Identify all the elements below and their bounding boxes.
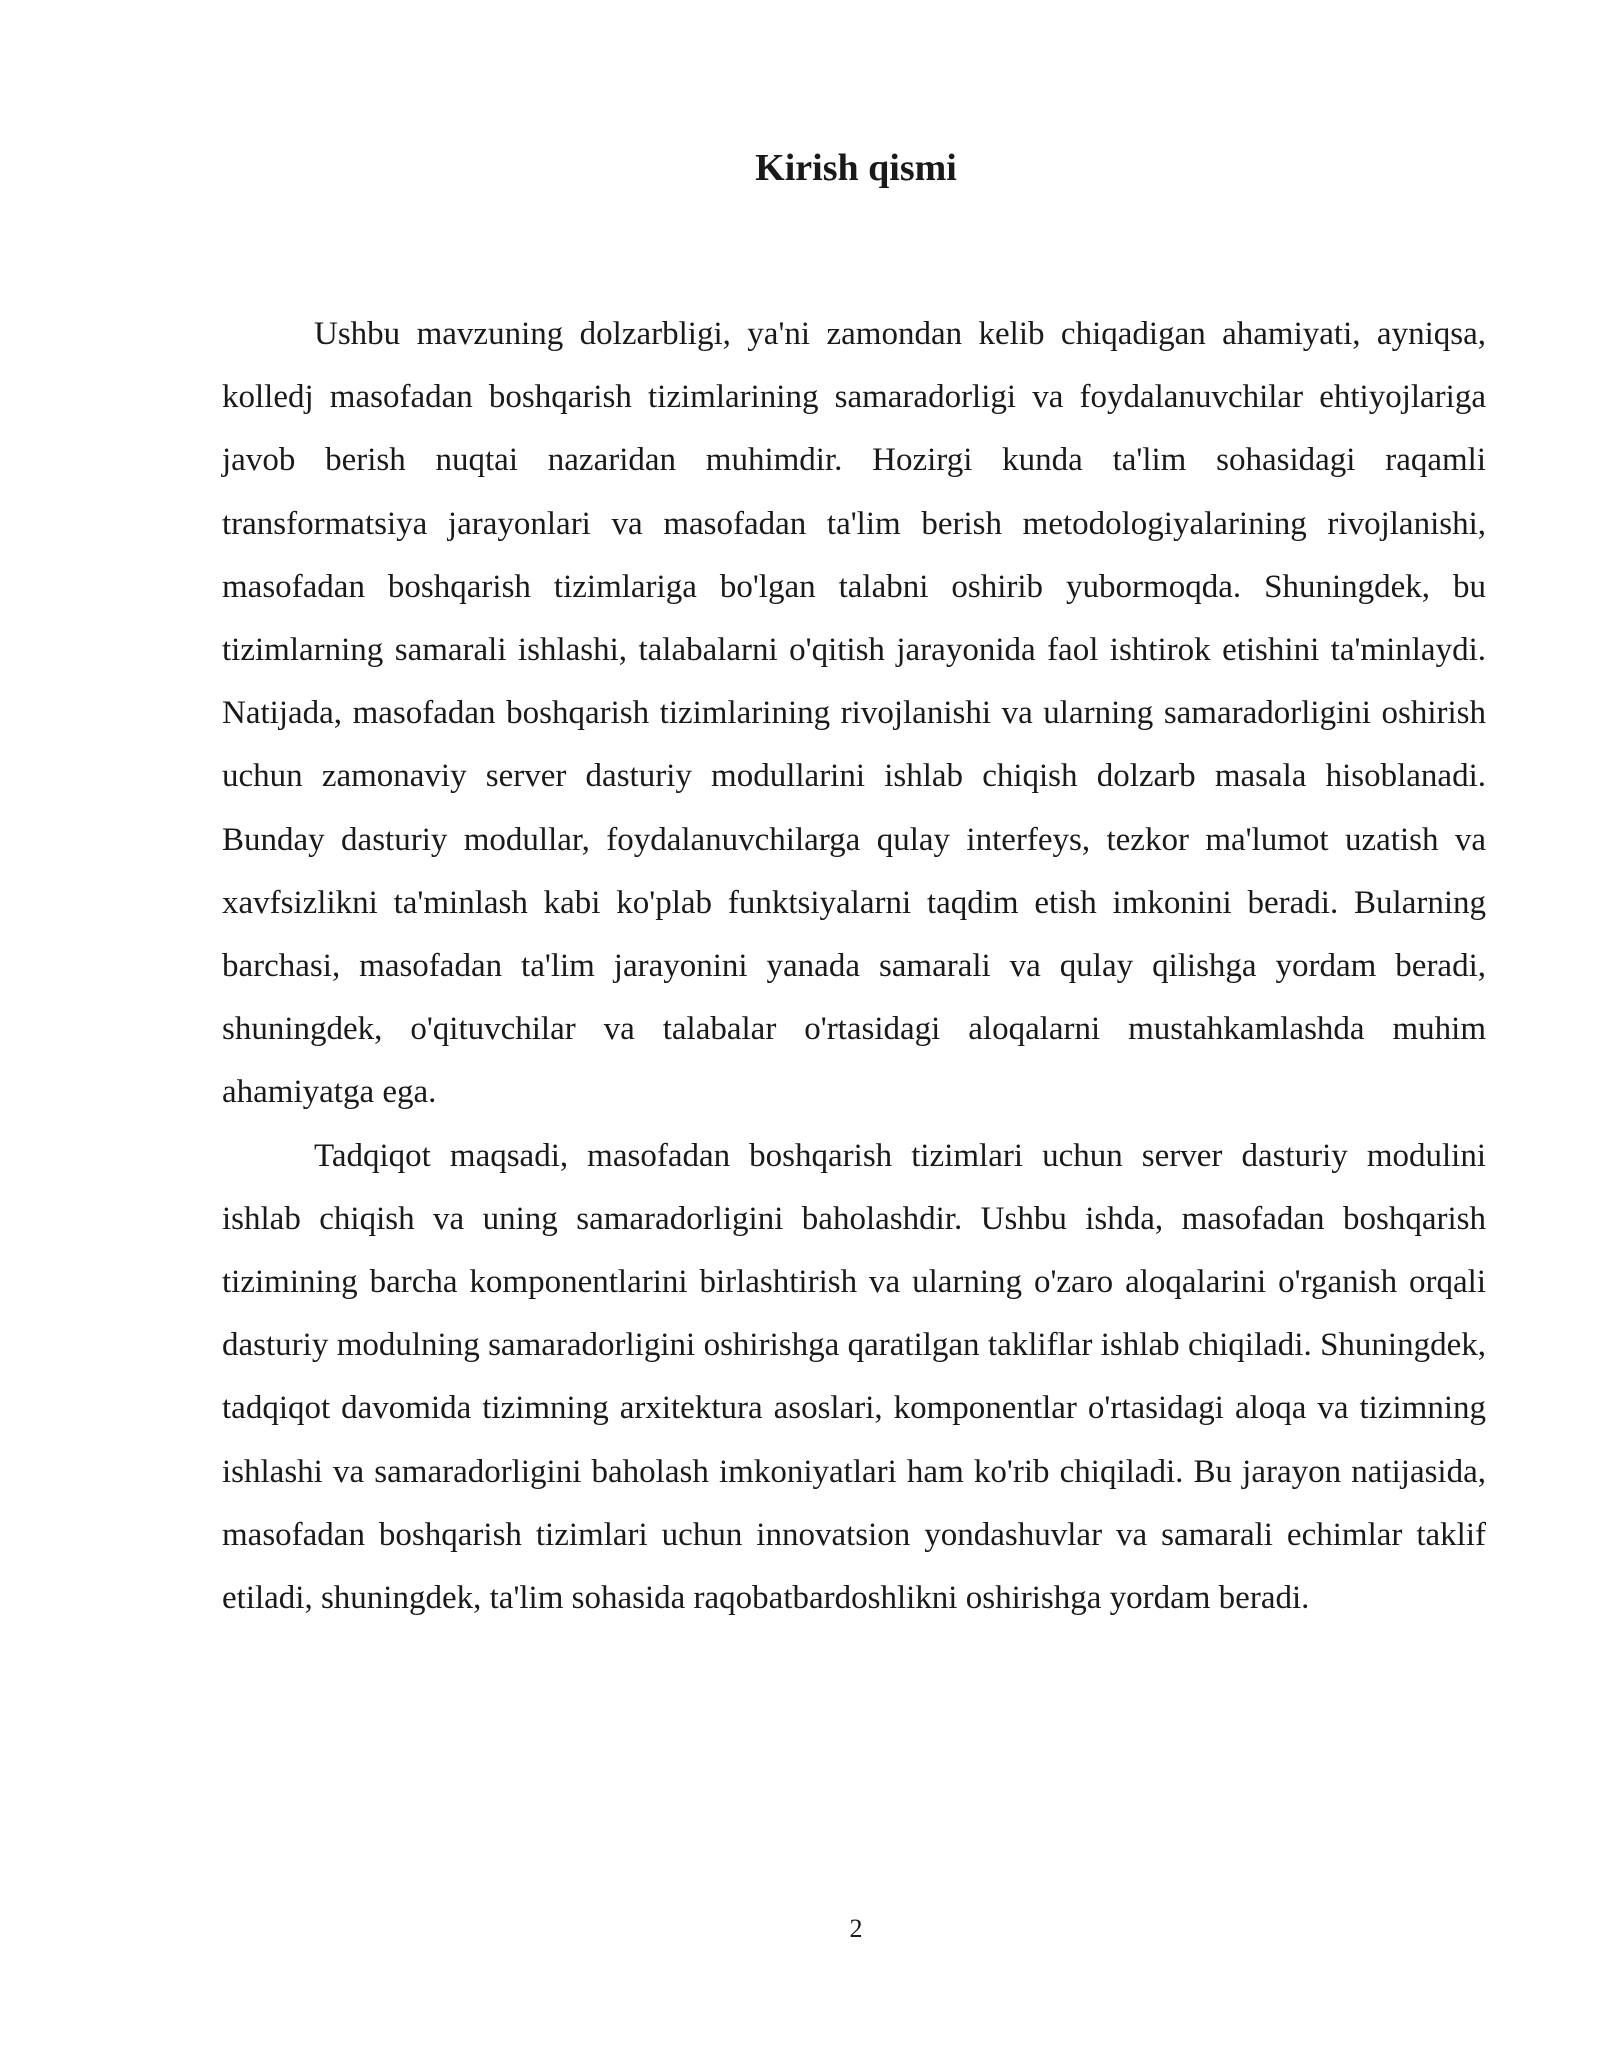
paragraph-research-goal: Tadqiqot maqsadi, masofadan boshqarish tizimlari uchun server dasturiy modulini ishlab chiqish va uning samaradorligini baholashdir. Ushbu ishda, masofadan boshqarish tizimining barcha komponentlarini birlashtirish va ularning o'zaro aloqalarini o'rganish orqali dasturiy modulning samaradorligini oshirishga qaratilgan takliflar ishlab chiqiladi. Shuningdek, tadqiqot davomida tizimning arxitektura asoslari, komponentlar o'rtasidagi aloqa va tizimning ishlashi va samaradorligini baholash imkoniyatlari ham ko'rib chiqiladi. Bu jarayon natijasida, masofadan boshqarish tizimlari uchun innovatsion yondashuvlar va samarali echimlar taklif etiladi, shuningdek, ta'lim sohasida raqobatbardoshlikni oshirishga yordam beradi. <box>222 1137 1486 1617</box>
page-title: Kirish qismi <box>755 147 957 189</box>
page-number: 2 <box>849 1914 863 1943</box>
paragraph-relevance: Ushbu mavzuning dolzarbligi, ya'ni zamondan kelib chiqadigan ahamiyati, ayniqsa, kolledj masofadan boshqarish tizimlarining samaradorligi va foydalanuvchilar ehtiyojlariga javob berish nuqtai nazaridan muhimdir. Hozirgi kunda ta'lim sohasidagi raqamli transformatsiya jarayonlari va masofadan ta'lim berish metodologiyalarining rivojlanishi, masofadan boshqarish tizimlariga bo'lgan talabni oshirib yubormoqda. Shuningdek, bu tizimlarning samarali ishlashi, talabalarni o'qitish jarayonida faol ishtirok etishini ta'minlaydi. Natijada, masofadan boshqarish tizimlarining rivojlanishi va ularning samaradorligini oshirish uchun zamonaviy server dasturiy modullarini ishlab chiqish dolzarb masala hisoblanadi. Bunday dasturiy modullar, foydalanuvchilarga qulay interfeys, tezkor ma'lumot uzatish va xavfsizlikni ta'minlash kabi ko'plab funktsiyalarni taqdim etish imkonini beradi. Bularning barchasi, masofadan ta'lim jarayonini yanada samarali va qulay qilishga yordam beradi, shuningdek, o'qituvchilar va talabalar o'rtasidagi aloqalarni mustahkamlashda muhim ahamiyatga ega. <box>222 316 1486 1111</box>
body-text <box>222 303 1486 1630</box>
